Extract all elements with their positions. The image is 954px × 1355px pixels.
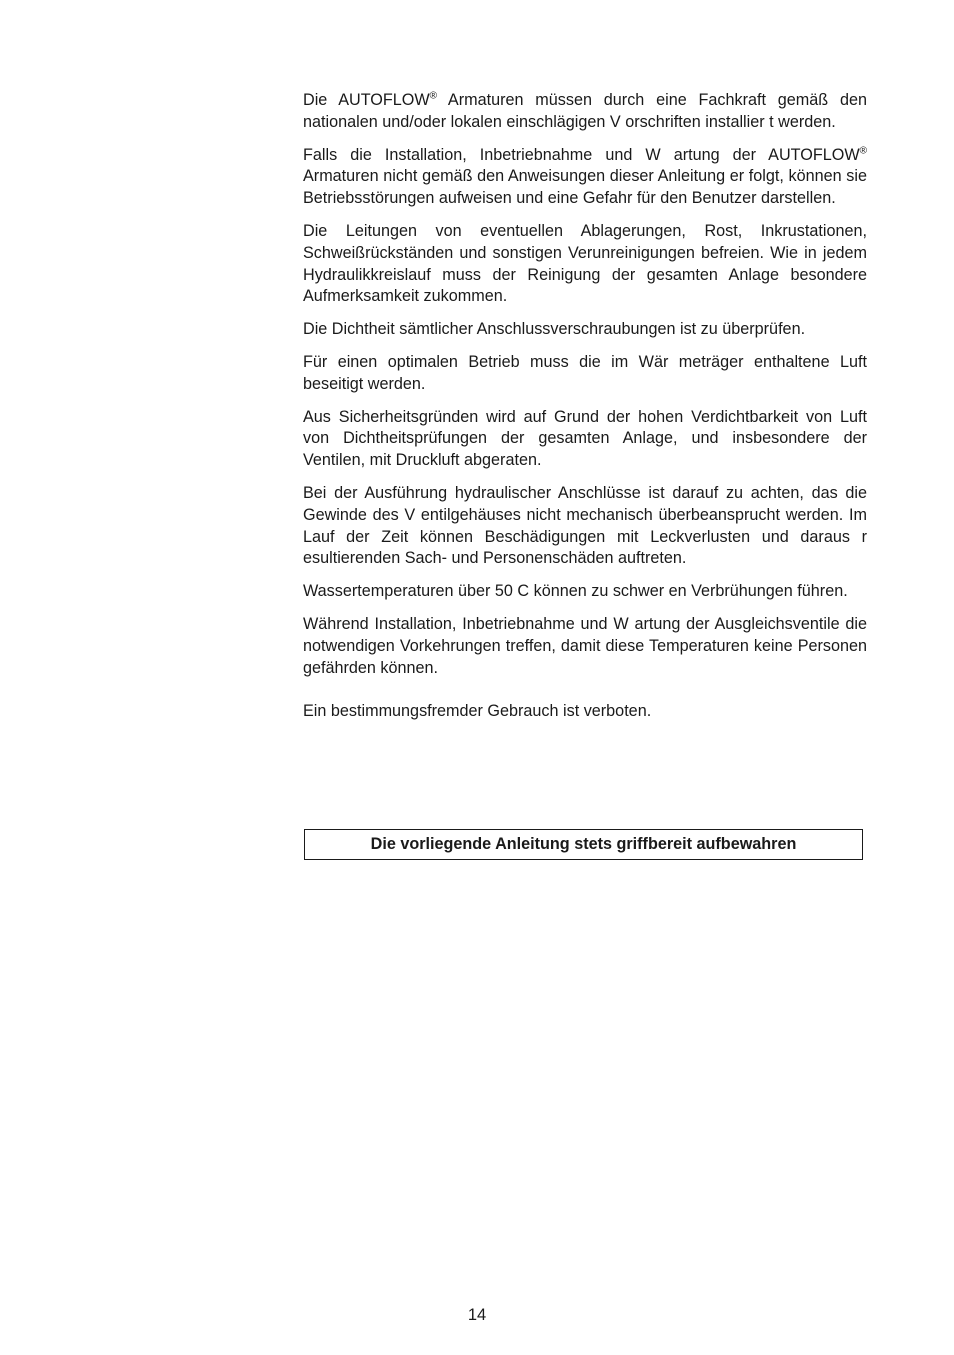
paragraph-scalding-warning xyxy=(303,581,867,603)
paragraph-text: Armaturen müssen durch eine Fachkraft gemäß den nationalen und/oder lokalen einschlägigen V orschriften installier t werden. xyxy=(303,91,867,131)
paragraph-air-removal xyxy=(303,352,867,396)
page-number: 14 xyxy=(467,1306,487,1324)
paragraph-text: Die AUTOFLOW xyxy=(303,91,430,109)
paragraph-text: Armaturen nicht gemäß den Anweisungen dieser Anleitung er folgt, können sie Betriebsstörungen aufweisen und eine Gefahr für den Benutzer darstellen. xyxy=(303,167,867,208)
paragraph-improper-use xyxy=(303,701,867,723)
paragraph-text: Bei der Ausführung hydraulischer Anschlüsse ist darauf zu achten, das die Gewinde des V entilgehäuses nicht mechanisch überbeansprucht werden. Im Lauf der Zeit können Beschädigungen mit Leckverlusten und daraus r esultierenden Sach- und Personenschäden auftreten. xyxy=(303,483,867,568)
paragraph-pipe-cleaning xyxy=(303,221,867,308)
paragraph-precautions xyxy=(303,614,867,679)
paragraph-leak-check xyxy=(303,319,867,341)
paragraph-text: Ein bestimmungsfremder Gebrauch ist verboten. xyxy=(303,702,652,721)
paragraph-thread-stress-warning xyxy=(303,483,867,570)
registered-trademark-symbol: ® xyxy=(859,145,867,157)
paragraph-text: Wassertemperaturen über 50 C können zu schwer en Verbrühungen führen. xyxy=(303,582,848,601)
document-body xyxy=(303,90,867,723)
paragraph-text: Falls die Installation, Inbetriebnahme und W artung der AUTOFLOW xyxy=(303,145,860,164)
registered-trademark-symbol: ® xyxy=(429,90,438,102)
keep-instructions-notice-box xyxy=(304,829,863,860)
paragraph-text: Die Dichtheit sämtlicher Anschlussverschraubungen ist zu überprüfen. xyxy=(303,320,806,339)
paragraph-installation-requirement xyxy=(303,90,867,134)
paragraph-text: Aus Sicherheitsgründen wird auf Grund der hohen Verdichtbarkeit von Luft von Dichtheitsprüfungen der gesamten Anlage, und insbesondere der Ventilen, mit Druckluft abgeraten. xyxy=(303,407,867,470)
paragraph-text: Für einen optimalen Betrieb muss die im Wär meträger enthaltene Luft beseitigt werden. xyxy=(303,352,867,393)
paragraph-text: Die Leitungen von eventuellen Ablagerungen, Rost, Inkrustationen, Schweißrückständen und sonstigen Verunreinigungen befreien. Wie in jedem Hydraulikkreislauf muss der Reinigung der gesamten Anlage besondere Aufmerksamkeit zukommen. xyxy=(303,221,867,306)
paragraph-text: Während Installation, Inbetriebnahme und W artung der Ausgleichsventile die notwendigen Vorkehrungen treffen, damit diese Temperaturen keine Personen gefährden können. xyxy=(303,614,867,677)
notice-text: Die vorliegende Anleitung stets griffbereit aufbewahren xyxy=(370,835,797,853)
paragraph-malfunction-warning xyxy=(303,145,867,210)
paragraph-compressed-air-warning xyxy=(303,407,867,472)
